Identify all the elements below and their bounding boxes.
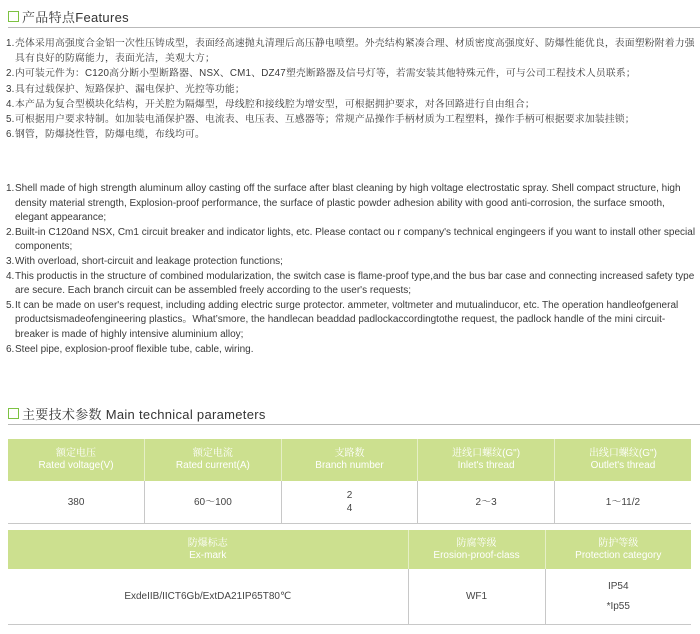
cell-branch: 2 4 <box>281 481 418 524</box>
item-number: 6. <box>6 343 15 355</box>
item-number: 2. <box>6 226 15 238</box>
table-row <box>8 569 691 625</box>
list-item <box>6 66 696 81</box>
header-rated-current: 额定电流 Rated current(A) <box>145 439 282 481</box>
list-item <box>6 182 696 226</box>
item-number: 3. <box>6 255 15 267</box>
list-item <box>6 255 696 270</box>
header-branch-number: 支路数 Branch number <box>281 439 418 481</box>
table-header-row <box>8 530 691 569</box>
list-item <box>6 97 696 112</box>
item-text: 具有过载保护、短路保护、漏电保护、光控等功能； <box>15 83 245 95</box>
list-item <box>6 112 696 127</box>
cell-current: 60～100 <box>145 481 282 524</box>
list-item <box>6 127 696 142</box>
item-number: 6. <box>6 129 15 141</box>
item-number: 2. <box>6 68 15 80</box>
item-number: 1. <box>6 38 15 49</box>
parameters-table-1 <box>8 439 691 524</box>
features-title: 产品特点Features <box>22 9 129 25</box>
header-erosion-class: 防腐等级 Erosion-proof-class <box>408 530 545 569</box>
cell-protection: IP54 *Ip55 <box>545 569 691 625</box>
item-text: With overload, short-circuit and leakage protection functions; <box>15 255 283 267</box>
cell-ex-mark: ExdeIIB/IICT6Gb/ExtDA21IP65T80℃ <box>8 569 408 625</box>
square-icon <box>8 11 19 22</box>
parameters-heading <box>8 401 700 425</box>
features-list-cn <box>6 36 696 142</box>
item-text: Built-in C120and NSX, Cm1 circuit breaker and indicator lights, etc. Please contact ou r company's technical engingeers if you want to install other special components; <box>15 226 696 253</box>
item-text: Shell made of high strength aluminum alloy casting off the surface after blast cleaning by high voltage electrostatic spray. Shell compact structure, high density material strength, Explosion-proof performance, the surface of plastic powder adhesion ability with good anti-corrosion, the surface smooth, elegant appearance; <box>15 183 681 224</box>
list-item <box>6 36 696 66</box>
cell-voltage: 380 <box>8 481 145 524</box>
header-outlet-thread: 出线口螺纹(G") Outlet's thread <box>554 439 691 481</box>
header-protection-category: 防护等级 Protection category <box>545 530 691 569</box>
item-number: 5. <box>6 299 15 311</box>
cell-erosion: WF1 <box>408 569 545 625</box>
item-number: 4. <box>6 270 15 282</box>
list-item <box>6 226 696 255</box>
divider <box>8 424 700 425</box>
square-icon <box>8 408 19 419</box>
item-text: 可根据用户要求特制。如加装电涌保护器、电流表、电压表、互感器等；常规产品操作手柄材质为工程塑料，操作手柄可根据要求加装挂锁； <box>15 114 635 126</box>
divider <box>8 27 700 28</box>
parameters-title: 主要技术参数 Main technical parameters <box>22 406 266 422</box>
item-text: 壳体采用高强度合金铝一次性压铸成型，表面经高速抛丸清理后高压静电喷塑。外壳结构紧凑合理、材质密度高强度好、防爆性能优良，表面塑粉附着力强具有良好的防腐能力，表面光洁，美观大方； <box>15 38 695 65</box>
features-heading <box>8 4 700 28</box>
item-text: 本产品为复合型模块化结构，开关腔为隔爆型，母线腔和接线腔为增安型，可根据拥护要求，对各回路进行自由组合； <box>15 98 535 110</box>
item-text: This productis in the structure of combined modularization, the switch case is flame-proof type,and the bus bar case and connecting increased safety type are secure. Each branch circuit can be assembled freely according to the user's requests; <box>15 270 695 297</box>
cell-inlet: 2～3 <box>418 481 555 524</box>
list-item <box>6 82 696 97</box>
item-number: 1. <box>6 183 15 194</box>
table-row <box>8 481 691 524</box>
item-text: It can be made on user's request, including adding electric surge protector. ammeter, voltmeter and mutualinducor, etc. The operation handleofgeneral productsismadeofengineering plastics。What’smore, the handlecan beaddad padlockaccordingtothe request, the padlock handle of the mini circuit-breaker is made of highly intensive aluminium alloy; <box>15 299 679 340</box>
item-number: 5. <box>6 114 15 126</box>
header-rated-voltage: 额定电压 Rated voltage(V) <box>8 439 145 481</box>
list-item <box>6 270 696 299</box>
cell-outlet: 1～11/2 <box>554 481 691 524</box>
list-item <box>6 299 696 343</box>
parameters-table-2 <box>8 530 691 625</box>
header-ex-mark: 防爆标志 Ex-mark <box>8 530 408 569</box>
item-text: 内可装元件为：C120高分断小型断路器、NSX、CM1、DZ47塑壳断路器及信号灯等，若需安装其他特殊元件，可与公司工程技术人员联系； <box>15 68 636 80</box>
item-text: Steel pipe, explosion-proof flexible tube, cable, wiring. <box>15 343 254 355</box>
header-inlet-thread: 进线口螺纹(G") Inlet's thread <box>418 439 555 481</box>
list-item <box>6 343 696 358</box>
table-header-row <box>8 439 691 481</box>
features-list-en <box>6 182 696 357</box>
item-number: 3. <box>6 83 15 95</box>
item-number: 4. <box>6 98 15 110</box>
item-text: 钢管，防爆挠性管，防爆电缆，布线均可。 <box>15 129 205 141</box>
